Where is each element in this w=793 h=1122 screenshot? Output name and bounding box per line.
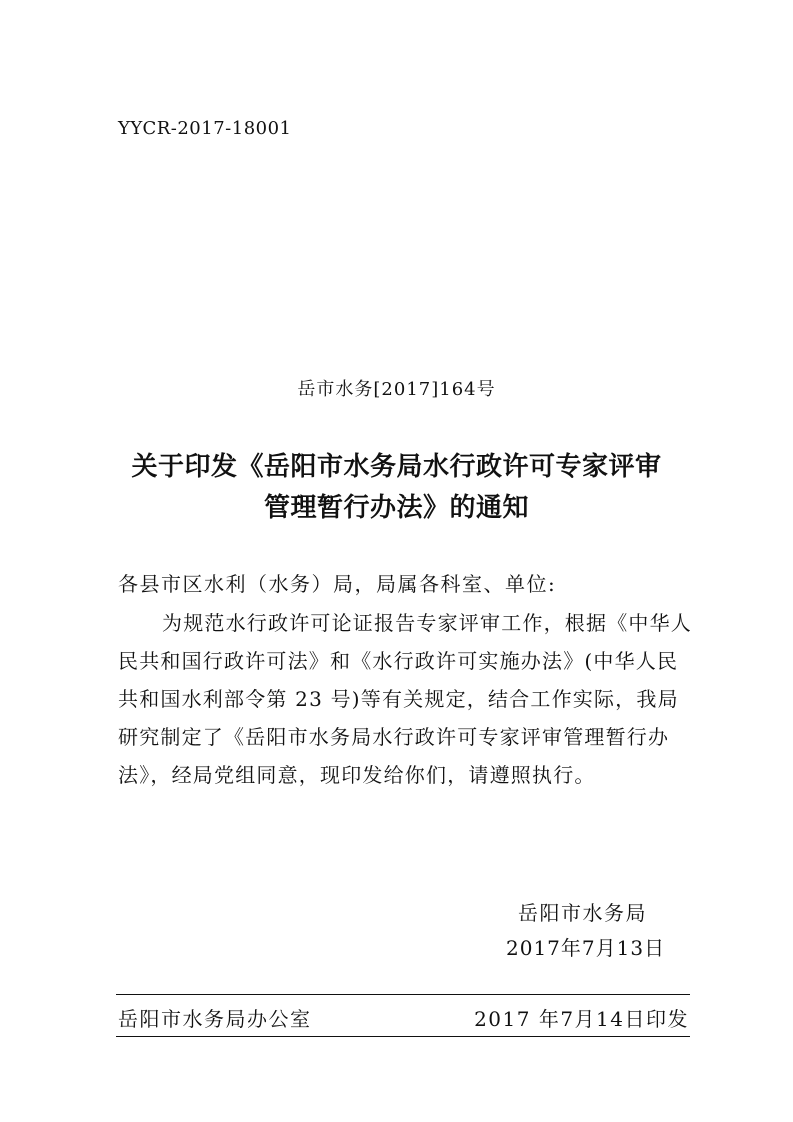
title-line-1: 关于印发《岳阳市水务局水行政许可专家评审 xyxy=(131,452,662,482)
footer-issue-date: 2017 年7月14日印发 xyxy=(474,1007,689,1031)
body-line-2: 民共和国行政许可法》和《水行政许可实施办法》(中华人民 xyxy=(118,649,679,673)
body-line-1: 为规范水行政许可论证报告专家评审工作，根据《中华人 xyxy=(162,611,692,635)
document-number: 岳市水务[2017]164号 xyxy=(297,379,496,400)
footer-top-divider xyxy=(116,994,690,995)
document-title xyxy=(100,447,693,529)
title-line-2: 管理暂行办法》的通知 xyxy=(263,493,529,523)
signature-date: 2017年7月13日 xyxy=(506,936,666,960)
addressee: 各县市区水利（水务）局，局属各科室、单位: xyxy=(118,572,557,596)
body-line-5: 法》，经局党组同意，现印发给你们，请遵照执行。 xyxy=(118,763,596,787)
footer-bottom-divider xyxy=(116,1036,690,1037)
body-paragraph xyxy=(118,604,690,794)
signature-organization: 岳阳市水务局 xyxy=(518,901,647,925)
body-line-3: 共和国水利部令第 23 号)等有关规定，结合工作实际，我局 xyxy=(118,687,679,711)
footer-issuing-office: 岳阳市水务局办公室 xyxy=(118,1007,312,1031)
body-line-4: 研究制定了《岳阳市水务局水行政许可专家评审管理暂行办 xyxy=(118,725,670,749)
document-code: YYCR-2017-18001 xyxy=(118,118,292,139)
